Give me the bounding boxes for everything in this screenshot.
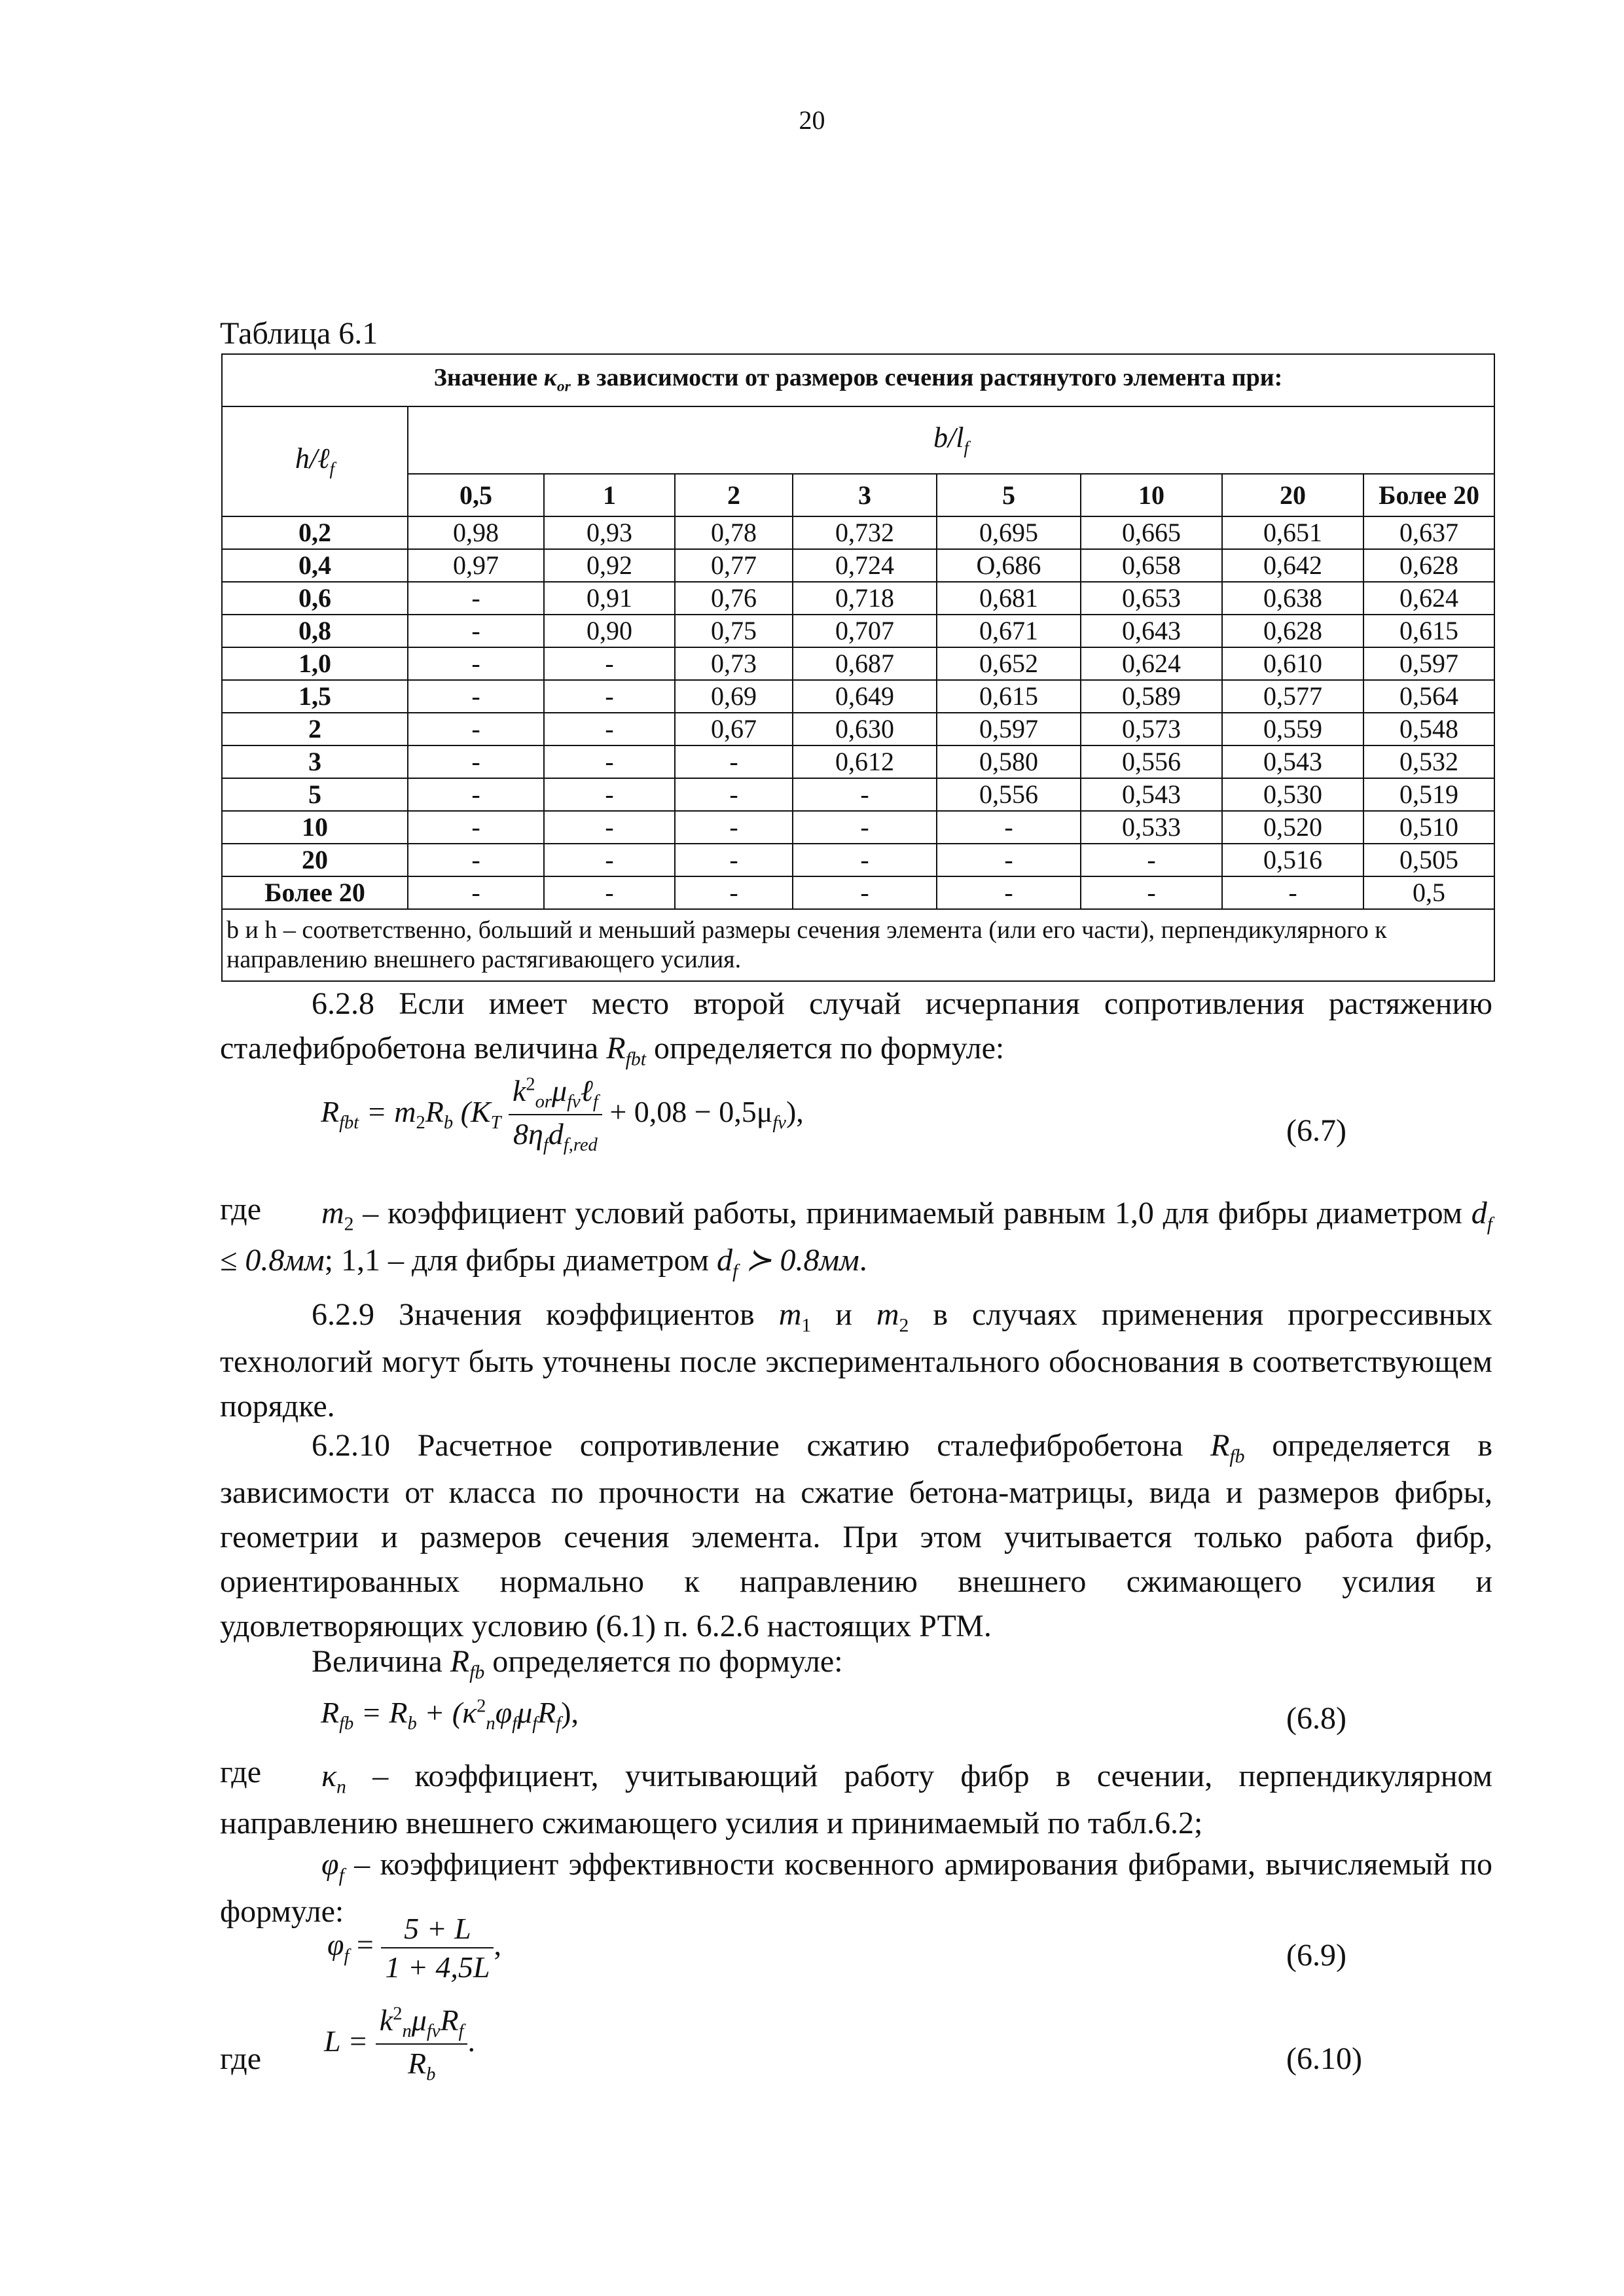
kn-definition: $\kappa_n$ – коэффициент, учитывающий работу фибр в сечении, перпендикулярном направлению внешнего сжимающего усилия и принимаемый по табл.6.2; — [220, 1759, 1493, 1840]
row-header-cell: 20 — [222, 844, 408, 876]
column-header: 10 — [1081, 474, 1222, 516]
row-header-cell: 0,2 — [222, 516, 408, 549]
table-row — [222, 745, 1494, 778]
table-cell: - — [1222, 876, 1363, 909]
table-cell: - — [544, 647, 675, 680]
column-header: Более 20 — [1363, 474, 1494, 516]
row-header-cell: 0,8 — [222, 615, 408, 647]
table-cell: - — [675, 876, 793, 909]
table-cell: 0,548 — [1363, 713, 1494, 745]
table-cell: 0,580 — [937, 745, 1081, 778]
table-row — [222, 811, 1494, 844]
table-note-row — [222, 909, 1494, 981]
table-row — [222, 516, 1494, 549]
table-cell: - — [793, 778, 937, 811]
formula-6-7-fraction: $\frac{k^2_{or}\mu_{fv}\ell_f}{8\eta_fd_{f,red}}$ — [509, 1073, 602, 1156]
table-cell: 0,630 — [793, 713, 937, 745]
m2-definition: $m_2$ – коэффициент условий работы, принимаемый равным 1,0 для фибры диаметром $d_f \le 0.8мм$; 1,1 – для фибры диаметром $d_f$ ≻ 0.8мм. — [220, 1196, 1493, 1282]
table-cell: 0,77 — [675, 549, 793, 582]
table-cell: - — [408, 582, 544, 615]
row-header-cell: 3 — [222, 745, 408, 778]
table-cell: - — [408, 745, 544, 778]
column-header: 2 — [675, 474, 793, 516]
formula-6-7-label: (6.7) — [1286, 1113, 1346, 1148]
row-header-cell: 0,6 — [222, 582, 408, 615]
column-header: 20 — [1222, 474, 1363, 516]
table-cell: 0,637 — [1363, 516, 1494, 549]
row-header-cell: 1,0 — [222, 647, 408, 680]
table-cell: 0,559 — [1222, 713, 1363, 745]
where-label-1: где — [220, 1192, 262, 1227]
table-title-after: в зависимости от размеров сечения растянутого элемента при: — [577, 364, 1283, 392]
table-cell: 0,98 — [408, 516, 544, 549]
table-cell: - — [544, 713, 675, 745]
paragraph-6-2-10: 6.2.10 Расчетное сопротивление сжатию сталефибробетона $R_{fb}$ определяется в зависимости от класса по прочности на сжатие бетона-матрицы, вида и размеров фибры, геометрии и размеров сечения элемента. При этом учитывается только работа фибр, ориентированных нормально к направлению внешнего сжимающего усилия и удовлетворяющих условию (6.1) п. 6.2.6 настоящих РТМ. — [220, 1428, 1492, 1644]
row-header-cell: 2 — [222, 713, 408, 745]
table-cell: 0,665 — [1081, 516, 1222, 549]
table-cell: - — [937, 811, 1081, 844]
table-cell: 0,93 — [544, 516, 675, 549]
formula-6-10-label: (6.10) — [1286, 2041, 1362, 2076]
table-cell: 0,687 — [793, 647, 937, 680]
table-cell: 0,597 — [1363, 647, 1494, 680]
table-cell: 0,573 — [1081, 713, 1222, 745]
table-cell: 0,543 — [1222, 745, 1363, 778]
column-header: 5 — [937, 474, 1081, 516]
table-cell: 0,589 — [1081, 680, 1222, 713]
table-cell: 0,652 — [937, 647, 1081, 680]
kappa-symbol: $\kappa_{or}$ — [543, 364, 571, 396]
table-cell: 0,649 — [793, 680, 937, 713]
where-label-3: где — [220, 2041, 262, 2076]
table-cell: 0,543 — [1081, 778, 1222, 811]
column-header: 0,5 — [408, 474, 544, 516]
where-label-2: где — [220, 1755, 262, 1789]
table-cell: 0,533 — [1081, 811, 1222, 844]
table-cell: 0,724 — [793, 549, 937, 582]
table-cell: - — [1081, 844, 1222, 876]
table-row — [222, 615, 1494, 647]
table-cell: - — [937, 876, 1081, 909]
table-title-before: Значение — [433, 364, 538, 392]
table-row — [222, 844, 1494, 876]
table-cell: 0,519 — [1363, 778, 1494, 811]
table-cell: 0,628 — [1363, 549, 1494, 582]
formula-6-8: $R_{fb} = R_b + (\kappa^2_n\varphi_f\mu_fR_f)$, — [321, 1696, 579, 1734]
paragraph-value: Величина $R_{fb}$ определяется по формуле: — [312, 1644, 843, 1683]
table-cell: 0,610 — [1222, 647, 1363, 680]
table-cell: 0,69 — [675, 680, 793, 713]
table-cell: 0,510 — [1363, 811, 1494, 844]
table-cell: 0,91 — [544, 582, 675, 615]
table-cell: - — [408, 680, 544, 713]
table-cell: 0,564 — [1363, 680, 1494, 713]
table-cell: - — [544, 745, 675, 778]
formula-6-10-fraction: $\frac{k^2_n\mu_{fv}R_f}{R_b}$ — [376, 2003, 468, 2085]
table-cell: 0,695 — [937, 516, 1081, 549]
table-cell: - — [675, 844, 793, 876]
table-cell: - — [675, 778, 793, 811]
page-number: 20 — [799, 105, 825, 135]
column-header: 3 — [793, 474, 937, 516]
table-cell: 0,76 — [675, 582, 793, 615]
table-cell: - — [408, 876, 544, 909]
table-row — [222, 582, 1494, 615]
table-cell: 0,530 — [1222, 778, 1363, 811]
table-cell: 0,520 — [1222, 811, 1363, 844]
table-cell: - — [408, 713, 544, 745]
table-cell: 0,718 — [793, 582, 937, 615]
paragraph-6-2-9: 6.2.9 Значения коэффициентов $m_1$ и $m_2$ в случаях применения прогрессивных технологий могут быть уточнены после экспериментального обоснования в соответствующем порядке. — [220, 1297, 1493, 1424]
paragraph-6-2-8: 6.2.8 Если имеет место второй случай исчерпания сопротивления растяжению сталефибробетона величина $R_{fbt}$ определяется по формуле: — [220, 986, 1492, 1070]
table-cell: 0,75 — [675, 615, 793, 647]
row-header-cell: 10 — [222, 811, 408, 844]
table-cell: - — [544, 876, 675, 909]
table-cell: - — [408, 811, 544, 844]
table-cell: 0,671 — [937, 615, 1081, 647]
table-cell: 0,658 — [1081, 549, 1222, 582]
column-header-row — [222, 474, 1494, 516]
row-header-cell: 1,5 — [222, 680, 408, 713]
table-cell: О,686 — [937, 549, 1081, 582]
table-row — [222, 647, 1494, 680]
table-cell: 0,651 — [1222, 516, 1363, 549]
table-cell: - — [408, 778, 544, 811]
table-cell: 0,73 — [675, 647, 793, 680]
table-cell: 0,653 — [1081, 582, 1222, 615]
formula-6-9-label: (6.9) — [1286, 1938, 1346, 1973]
table-cell: 0,556 — [1081, 745, 1222, 778]
column-group-b-lf: $b/l_f$ — [408, 406, 1494, 474]
formula-6-9: $\varphi_f$ = $\frac{5 + L}{1 + 4,5L}$ , — [327, 1912, 501, 1984]
table-cell: 0,556 — [937, 778, 1081, 811]
table-row — [222, 778, 1494, 811]
table-row — [222, 680, 1494, 713]
column-header: 1 — [544, 474, 675, 516]
formula-6-7: $R_{fbt} = m_2R_b$ ($K_T$ $\frac{k^2_{or}\mu_{fv}\ell_f}{8\eta_fd_{f,red}}$ + $0,08 - 0,5\mu_{fv}$), — [321, 1074, 804, 1156]
table-cell: 0,642 — [1222, 549, 1363, 582]
formula-6-9-fraction: $\frac{5 + L}{1 + 4,5L}$ — [381, 1911, 494, 1984]
table-cell: - — [793, 811, 937, 844]
table-cell: - — [675, 811, 793, 844]
table-cell: 0,577 — [1222, 680, 1363, 713]
row-header-h-lf: h/ℓ$_f$ — [222, 406, 408, 516]
phi-definition: $\varphi_f$ – коэффициент эффективности косвенного армирования фибрами, вычисляемый по формуле: — [220, 1847, 1493, 1929]
table-cell: - — [408, 647, 544, 680]
row-header-cell: Более 20 — [222, 876, 408, 909]
table-cell: 0,612 — [793, 745, 937, 778]
table-cell: 0,92 — [544, 549, 675, 582]
table-cell: - — [408, 844, 544, 876]
table-cell: - — [408, 615, 544, 647]
table-cell: - — [937, 844, 1081, 876]
table-cell: 0,90 — [544, 615, 675, 647]
table-cell: - — [544, 844, 675, 876]
table-note: b и h – соответственно, больший и меньший размеры сечения элемента (или его части), перпендикулярного к направлению внешнего растягивающего усилия. — [222, 909, 1494, 981]
table-cell: 0,597 — [937, 713, 1081, 745]
table-cell: 0,516 — [1222, 844, 1363, 876]
table-title — [222, 354, 1494, 406]
table-cell: 0,505 — [1363, 844, 1494, 876]
table-cell: - — [793, 844, 937, 876]
formula-6-8-label: (6.8) — [1286, 1701, 1346, 1736]
table-cell: 0,97 — [408, 549, 544, 582]
table-cell: 0,615 — [1363, 615, 1494, 647]
table-caption: Таблица 6.1 — [220, 316, 378, 351]
table-cell: - — [793, 876, 937, 909]
row-header-cell: 0,4 — [222, 549, 408, 582]
table-cell: - — [675, 745, 793, 778]
table-cell: 0,628 — [1222, 615, 1363, 647]
table-cell: - — [1081, 876, 1222, 909]
table-cell: 0,707 — [793, 615, 937, 647]
table-cell: 0,638 — [1222, 582, 1363, 615]
table-row — [222, 713, 1494, 745]
table-cell: 0,624 — [1363, 582, 1494, 615]
row-header-cell: 5 — [222, 778, 408, 811]
table-cell: - — [544, 811, 675, 844]
table-cell: 0,615 — [937, 680, 1081, 713]
table-cell: 0,643 — [1081, 615, 1222, 647]
table-cell: 0,78 — [675, 516, 793, 549]
table-row — [222, 876, 1494, 909]
table-cell: 0,5 — [1363, 876, 1494, 909]
table-cell: 0,67 — [675, 713, 793, 745]
table-cell: - — [544, 680, 675, 713]
table-cell: 0,732 — [793, 516, 937, 549]
formula-6-10: L = $\frac{k^2_n\mu_{fv}R_f}{R_b}$ . — [324, 2003, 475, 2085]
coefficient-table — [221, 353, 1495, 982]
table-cell: 0,681 — [937, 582, 1081, 615]
table-cell: 0,624 — [1081, 647, 1222, 680]
table-cell: 0,532 — [1363, 745, 1494, 778]
table-row — [222, 549, 1494, 582]
table-cell: - — [544, 778, 675, 811]
